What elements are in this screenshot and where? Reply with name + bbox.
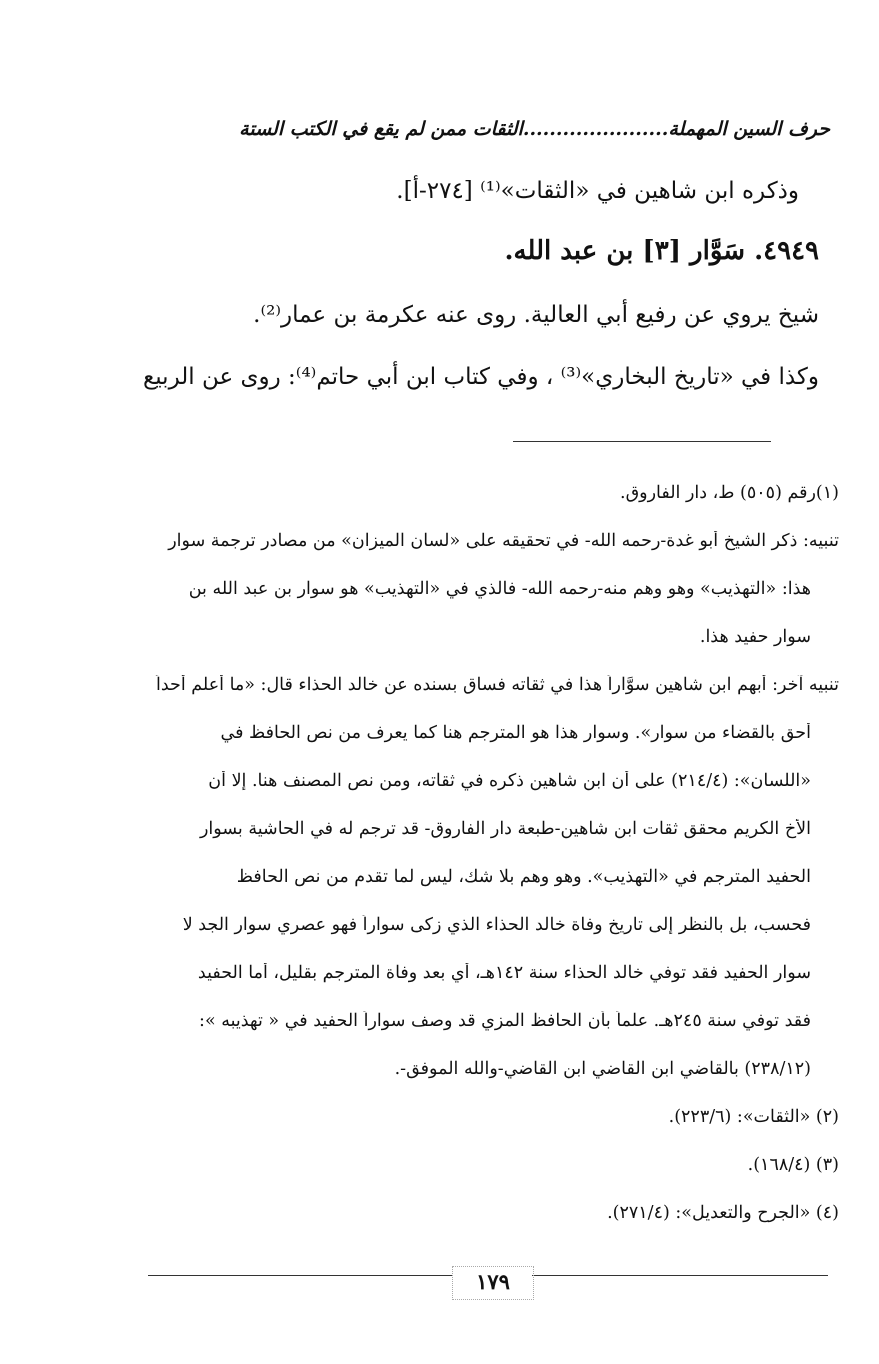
footnote-line: الأخ الكريم محقق ثقات ابن شاهين-طبعة دار الفاروق- قد ترجم له في الحاشية بسوار [199, 819, 811, 839]
footnote-line: هذا: «التهذيب» وهو وهم منه-رحمه الله- فالذي في «التهذيب» هو سوار بن عبد الله بن [188, 579, 811, 599]
footnote-line: فقد توفي سنة ٢٤٥هـ. علماً بأن الحافظ المزي قد وصف سواراً الحفيد في « تهذيبه »: [199, 1011, 811, 1031]
page-number: ١٧٩ [452, 1266, 534, 1300]
footnote-line: (١)رقم (٥٠٥) ط، دار الفاروق. [620, 483, 839, 503]
footnote-line: فحسب، بل بالنظر إلى تاريخ وفاة خالد الحذاء الذي زكى سواراً فهو عصري سوار الجد لا [182, 915, 811, 935]
bottom-rule-left [148, 1275, 452, 1276]
footnote-line: سوار الحفيد فقد توفي خالد الحذاء سنة ١٤٢هـ، أي بعد وفاة المترجم بقليل، أما الحفيد [197, 963, 811, 983]
header-chapter-title: حرف السين المهملة [668, 118, 830, 140]
footnote-line: سوار حفيد هذا. [699, 627, 811, 647]
body-line-3: وكذا في «تاريخ البخاري»⁽³⁾ ، وفي كتاب ابن أبي حاتم⁽⁴⁾: روى عن الربيع [142, 364, 819, 390]
entry-heading: ٤٩٤٩. سَوَّار [٣] بن عبد الله. [504, 236, 819, 266]
body-line-1: وذكره ابن شاهين في «الثقات»⁽¹⁾ [٢٧٤-أ]. [396, 178, 799, 204]
body-line-2: شيخ يروي عن رفيع أبي العالية. روى عنه عكرمة بن عمار⁽²⁾. [253, 302, 819, 328]
footnote-line: الحفيد المترجم في «التهذيب». وهو وهم بلا شك، ليس لما تقدم من نص الحافظ [236, 867, 811, 887]
footnote-line: تنبيه آخر: أبهم ابن شاهين سوَّاراً هذا في ثقاته فساق بسنده عن خالد الحذاء قال: «ما أعلم أحداً [155, 675, 839, 695]
footnote-separator [513, 441, 771, 442]
footnote-line: (٢) «الثقات»: (٢٢٣/٦). [668, 1107, 839, 1127]
running-header [150, 118, 830, 140]
footnote-line: (٣) (١٦٨/٤). [747, 1155, 839, 1175]
footnote-line: تنبيه: ذكر الشيخ أبو غدة-رحمه الله- في تحقيقه على «لسان الميزان» من مصادر ترجمة سوار [168, 531, 839, 551]
bottom-rule-right [532, 1275, 828, 1276]
header-dots: ...................... [522, 118, 669, 140]
footnote-line: «اللسان»: (٢١٤/٤) على أن ابن شاهين ذكره في ثقاته، ومن نص المصنف هنا. إلا أن [208, 771, 811, 791]
footnote-line: (٢٣٨/١٢) بالقاضي ابن القاضي ابن القاضي-والله الموفق-. [394, 1059, 811, 1079]
header-book-title: الثقات ممن لم يقع في الكتب الستة [239, 118, 523, 140]
footnote-line: (٤) «الجرح والتعديل»: (٢٧١/٤). [607, 1203, 839, 1223]
footnote-line: أحق بالقضاء من سوار». وسوار هذا هو المترجم هنا كما يعرف من نص الحافظ في [220, 723, 811, 743]
